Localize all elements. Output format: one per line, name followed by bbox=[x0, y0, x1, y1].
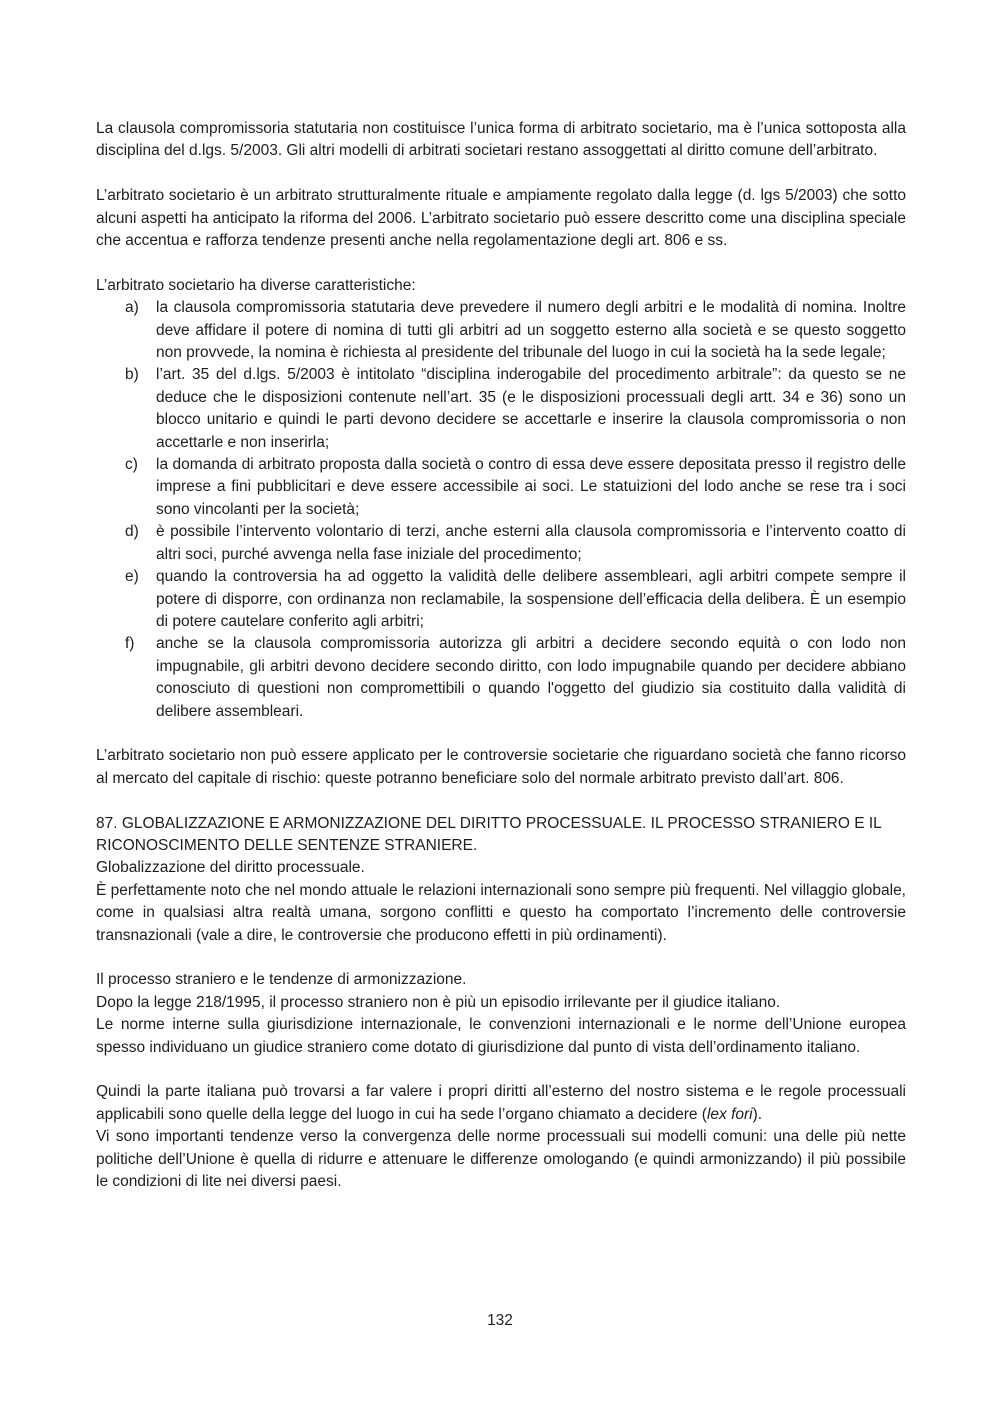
paragraph-parte-italiana bbox=[96, 1081, 906, 1126]
list-item-text: la domanda di arbitrato proposta dalla società o contro di essa deve essere depositata presso il registro delle imprese a fini pubblicitari e deve essere accessibile ai soci. Le statuizioni del lodo anche se rese tra i soci sono vincolanti per la società; bbox=[156, 456, 906, 518]
paragraph-norme-interne: Le norme interne sulla giurisdizione internazionale, le convenzioni internazionali e le norme dell’Unione europea spesso individuano un giudice straniero come dotato di giurisdizione dal punto di vista dell’ordinamento italiano. bbox=[96, 1016, 906, 1056]
list-marker: f) bbox=[125, 635, 135, 653]
text-span: Quindi la parte italiana può trovarsi a far valere i propri diritti all’esterno del nostro sistema e le regole processuali applicabili sono quelle della legge del luogo in cui ha sede l’organo chiamato a decidere ( bbox=[96, 1083, 906, 1123]
list-item-text: la clausola compromissoria statutaria deve prevedere il numero degli arbitri e le modalità di nomina. Inoltre deve affidare il potere di nomina di tutti gli arbitri ad un soggetto esterno alla società e se questo soggetto non provvede, la nomina è richiesta al presidente del tribunale del luogo in cui la società ha la sede legale; bbox=[156, 299, 906, 362]
list-item bbox=[125, 297, 906, 364]
list-item-text: quando la controversia ha ad oggetto la validità delle delibere assembleari, agli arbitri compete sempre il potere di disporre, con ordinanza non reclamabile, la sospensione dell’efficacia della delibera. È un esempio di potere cautelare conferito agli arbitri; bbox=[156, 568, 906, 630]
list-marker: e) bbox=[125, 568, 139, 586]
list-item bbox=[125, 364, 906, 454]
subsection-title-globalizzazione: Globalizzazione del diritto processuale. bbox=[96, 859, 365, 877]
paragraph-globalizzazione: È perfettamente noto che nel mondo attuale le relazioni internazionali sono sempre più frequenti. Nel villaggio globale, come in qualsiasi altra realtà umana, sorgono conflitti e questo ha comportato l’incremento delle controversie transnazionali (vale a dire, le controversie che producono effetti in più ordinamenti). bbox=[96, 881, 906, 944]
paragraph-legge-218: Dopo la legge 218/1995, il processo straniero non è più un episodio irrilevante per il giudice italiano. bbox=[96, 993, 781, 1011]
lex-fori-italic: lex fori bbox=[706, 1105, 753, 1123]
paragraph-gap bbox=[96, 252, 906, 274]
list-item bbox=[125, 521, 906, 566]
page-number: 132 bbox=[487, 1312, 513, 1329]
paragraph-mercato-capitale: L’arbitrato societario non può essere applicato per le controversie societarie che riguardano società che fanno ricorso al mercato del capitale di rischio: queste potranno beneficiare solo del normale arbitrato previsto dall’art. 806. bbox=[96, 747, 906, 787]
paragraph-clausola: La clausola compromissoria statutaria non costituisce l’unica forma di arbitrato societario, ma è l’unica sottoposta alla disciplina del d.lgs. 5/2003. Gli altri modelli di arbitrati societari restano assoggettati al diritto comune dell’arbitrato. bbox=[96, 120, 906, 160]
paragraph-caratteristiche-intro: L’arbitrato societario ha diverse caratteristiche: bbox=[96, 276, 416, 294]
section-heading: 87. GLOBALIZZAZIONE E ARMONIZZAZIONE DEL DIRITTO PROCESSUALE. IL PROCESSO STRANIERO E IL RICONOSCIMENTO DELLE SENTENZE STRANIERE. bbox=[96, 814, 882, 854]
list-marker: d) bbox=[125, 523, 139, 541]
list-item-text: anche se la clausola compromissoria autorizza gli arbitri a decidere secondo equità o con lodo non impugnabile, gli arbitri devono decidere secondo diritto, con lodo impugnabile quando per decidere abbiano conosciuto di questioni non compromettibili o quando l'oggetto del giudizio sia costituito dalla validità di delibere assembleari. bbox=[156, 635, 906, 720]
subsection-title-processo-straniero: Il processo straniero e le tendenze di armonizzazione. bbox=[96, 971, 467, 989]
list-marker: a) bbox=[125, 299, 139, 317]
list-item-text: è possibile l’intervento volontario di terzi, anche esterni alla clausola compromissoria e l’intervento coatto di altri soci, purché avvenga nella fase iniziale del procedimento; bbox=[156, 523, 906, 563]
list-item bbox=[125, 454, 906, 521]
page-content bbox=[96, 118, 906, 1193]
paragraph-gap bbox=[96, 1059, 906, 1081]
caratteristiche-list bbox=[96, 297, 906, 723]
list-marker: b) bbox=[125, 366, 139, 384]
list-item-text: l’art. 35 del d.lgs. 5/2003 è intitolato “disciplina inderogabile del procedimento arbitrale”: da questo se ne deduce che le disposizioni contenute nell’art. 35 (e le disposizioni processuali degli artt. 34 e 36) sono un blocco unitario e quindi le parti devono decidere se accettarle e inserire la clausola compromissoria o non accettarle e non inserirla; bbox=[156, 366, 906, 451]
list-item bbox=[125, 566, 906, 633]
paragraph-gap bbox=[96, 163, 906, 185]
paragraph-convergenza: Vi sono importanti tendenze verso la convergenza delle norme processuali sui modelli comuni: una delle più nette politiche dell’Unione è quella di ridurre e attenuare le differenze omologando (e quindi armonizzando) il più possibile le condizioni di lite nei diversi paesi. bbox=[96, 1128, 906, 1190]
paragraph-gap bbox=[96, 790, 906, 812]
paragraph-gap bbox=[96, 723, 906, 745]
paragraph-gap bbox=[96, 947, 906, 969]
text-span: ). bbox=[752, 1105, 763, 1123]
list-item bbox=[125, 633, 906, 723]
paragraph-arbitrato-rituale: L’arbitrato societario è un arbitrato strutturalmente rituale e ampiamente regolato dalla legge (d. lgs 5/2003) che sotto alcuni aspetti ha anticipato la riforma del 2006. L’arbitrato societario può essere descritto come una disciplina speciale che accentua e rafforza tendenze presenti anche nella regolamentazione degli art. 806 e ss. bbox=[96, 187, 906, 250]
list-marker: c) bbox=[125, 456, 138, 474]
